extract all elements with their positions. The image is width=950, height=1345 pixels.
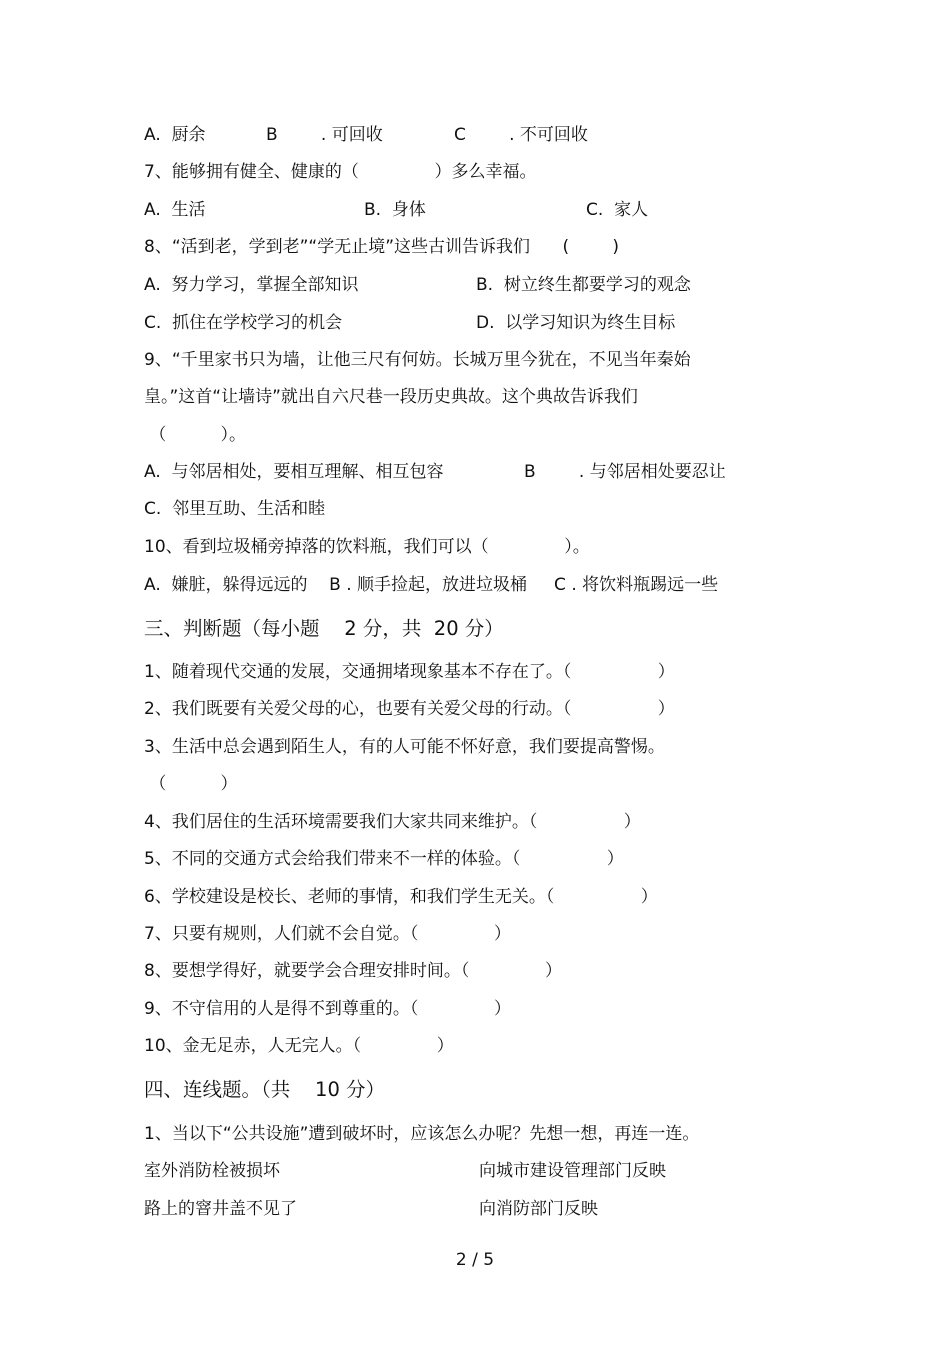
tf-item: 10、金无足赤，人无完人。（ ） xyxy=(144,1036,454,1056)
q9-option-b: B . 与邻居相处要忍让 xyxy=(524,462,726,482)
q9-option-a: A. 与邻居相处，要相互理解、相互包容 xyxy=(144,462,444,482)
q6-option-c: C . 不可回收 xyxy=(454,125,588,145)
q8-option-d: D. 以学习知识为终生目标 xyxy=(476,313,676,333)
q7-option-b: B. 身体 xyxy=(364,200,426,220)
q8-option-a: A. 努力学习，掌握全部知识 xyxy=(144,275,359,295)
q7-stem: 7、能够拥有健全、健康的（ ）多么幸福。 xyxy=(144,162,537,182)
matching-right-item: 向城市建设管理部门反映 xyxy=(479,1161,666,1181)
matching-left-item: 室外消防栓被损坏 xyxy=(144,1161,280,1181)
matching-left-item: 路上的窨井盖不见了 xyxy=(144,1199,297,1219)
tf-item: 4、我们居住的生活环境需要我们大家共同来维护。（ ） xyxy=(144,812,641,832)
tf-item: 8、要想学得好，就要学会合理安排时间。（ ） xyxy=(144,961,562,981)
q6-option-b: B . 可回收 xyxy=(266,125,383,145)
tf-item: 1、随着现代交通的发展，交通拥堵现象基本不存在了。（ ） xyxy=(144,662,675,682)
q10-options: A. 嫌脏，躲得远远的 B . 顺手捡起，放进垃圾桶 C . 将饮料瓶踢远一些 xyxy=(144,575,719,595)
section-3-title: 三、判断题（每小题 2 分，共 20 分） xyxy=(144,617,504,640)
q9-stem-line-1: 9、“千里家书只为墙，让他三尺有何妨。长城万里今犹在，不见当年秦始 xyxy=(144,350,691,370)
q9-option-c: C. 邻里互助、生活和睦 xyxy=(144,499,326,519)
tf-item: 7、只要有规则，人们就不会自觉。（ ） xyxy=(144,924,511,944)
tf-item: 5、不同的交通方式会给我们带来不一样的体验。（ ） xyxy=(144,849,624,869)
q10-stem: 10、看到垃圾桶旁掉落的饮料瓶，我们可以（ ）。 xyxy=(144,537,590,557)
matching-right-item: 向消防部门反映 xyxy=(479,1199,598,1219)
q7-option-a: A. 生活 xyxy=(144,200,206,220)
matching-q1-stem: 1、当以下“公共设施”遭到破坏时，应该怎么办呢？先想一想，再连一连。 xyxy=(144,1124,700,1144)
tf-item: 3、生活中总会遇到陌生人，有的人可能不怀好意，我们要提高警惕。 xyxy=(144,737,665,757)
tf-item: 6、学校建设是校长、老师的事情，和我们学生无关。（ ） xyxy=(144,887,658,907)
q8-option-c: C. 抓住在学校学习的机会 xyxy=(144,313,343,333)
tf-item: 2、我们既要有关爱父母的心，也要有关爱父母的行动。（ ） xyxy=(144,699,675,719)
q8-stem: 8、“活到老，学到老”“学无止境”这些古训告诉我们 ( ) xyxy=(144,237,619,257)
q7-option-c: C. 家人 xyxy=(586,200,649,220)
page-number: 2 / 5 xyxy=(455,1250,495,1270)
section-4-title: 四、连线题。（共 10 分） xyxy=(144,1078,386,1101)
tf-item: （ ） xyxy=(144,774,238,794)
q9-stem-line-3: （ ）。 xyxy=(144,425,246,445)
q9-stem-line-2: 皇。”这首“让墙诗”就出自六尺巷一段历史典故。这个典故告诉我们 xyxy=(144,387,638,407)
tf-item: 9、不守信用的人是得不到尊重的。（ ） xyxy=(144,999,511,1019)
q6-option-a: A. 厨余 xyxy=(144,125,206,145)
q8-option-b: B. 树立终生都要学习的观念 xyxy=(476,275,691,295)
